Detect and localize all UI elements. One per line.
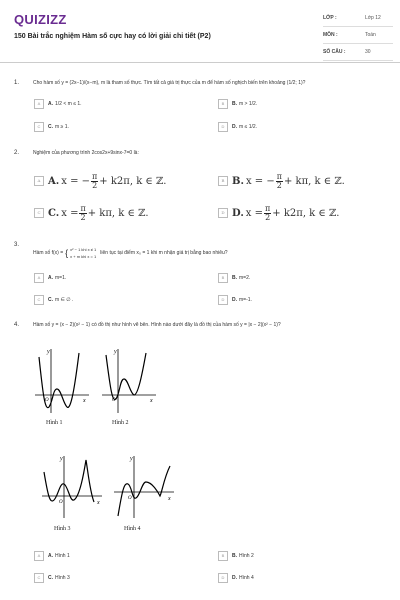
- option-a[interactable]: A A. m=1.: [34, 272, 66, 284]
- option-letter-box: B: [218, 99, 228, 109]
- quizizz-logo: QUIZIZZ: [14, 12, 67, 27]
- svg-text:O: O: [128, 496, 132, 501]
- option-d[interactable]: D D. m=-1.: [218, 294, 252, 306]
- question-number: 3.: [14, 242, 20, 248]
- svg-text:O: O: [45, 398, 49, 403]
- option-letter-box: A: [34, 551, 44, 561]
- svg-text:y: y: [47, 349, 50, 355]
- option-a[interactable]: A A. Hình 1: [34, 550, 70, 562]
- option-c[interactable]: C C. Hình 3: [34, 572, 70, 584]
- graph-hinh-3: [40, 452, 105, 522]
- curve: [106, 353, 146, 400]
- graph-caption: Hình 4: [124, 526, 141, 532]
- option-d[interactable]: D D. x = $\frac{\pi}{2}$ + k2π, k ∈ ℤ.: [218, 204, 339, 222]
- meta-row-count: SỐ CÂU : 30: [323, 44, 393, 61]
- graph-caption: Hình 2: [112, 420, 129, 426]
- option-c[interactable]: C C. x = $\frac{\pi}{2}$ + kπ, k ∈ ℤ.: [34, 204, 149, 222]
- option-letter-box: B: [218, 273, 228, 283]
- option-letter-box: C: [34, 122, 44, 132]
- worksheet-meta: [323, 10, 393, 61]
- option-letter-box: B: [218, 176, 228, 186]
- graph-hinh-1: [33, 345, 93, 415]
- svg-text:O: O: [112, 398, 116, 403]
- option-letter-box: C: [34, 208, 44, 218]
- option-b[interactable]: B B. x = − $\frac{\pi}{2}$ + kπ, k ∈ ℤ.: [218, 172, 345, 190]
- option-letter-box: A: [34, 273, 44, 283]
- meta-row-subject: MÔN : Toán: [323, 27, 393, 44]
- option-c[interactable]: C C. m ≥ 1.: [34, 121, 69, 133]
- curve: [118, 466, 170, 516]
- option-letter-box: A: [34, 176, 44, 186]
- question-text: Hàm số y = (x − 2)(x² − 1) có đồ thị như hình vẽ bên. Hình nào dưới đây là đồ thị của hàm số y = |x − 2|(x² − 1)?: [33, 322, 281, 328]
- svg-text:y: y: [60, 456, 63, 462]
- option-letter-box: C: [34, 573, 44, 583]
- option-d[interactable]: D D. m ≤ 1/2.: [218, 121, 257, 133]
- question-number: 4.: [14, 322, 20, 328]
- piecewise-brace: {: [65, 248, 69, 258]
- meta-row-class: LỚP : Lớp 12: [323, 10, 393, 27]
- option-d[interactable]: D D. Hình 4: [218, 572, 254, 584]
- fraction: $\frac{\pi}{2}$: [92, 171, 98, 190]
- option-b[interactable]: B B. Hình 2: [218, 550, 254, 562]
- svg-text:y: y: [130, 456, 133, 462]
- question-text: Nghiệm của phương trình 2cos2x+9sinx-7=0 là:: [33, 150, 139, 156]
- worksheet-header: [0, 0, 400, 63]
- option-b[interactable]: B B. m > 1/2.: [218, 98, 257, 110]
- svg-text:x: x: [97, 500, 100, 506]
- graph-caption: Hình 3: [54, 526, 71, 532]
- piecewise-cases: x² − 1 khi x ≠ 1 x + m khi x = 1: [70, 247, 97, 259]
- svg-text:O: O: [59, 500, 63, 505]
- svg-text:y: y: [114, 349, 117, 355]
- option-letter-box: D: [218, 295, 228, 305]
- option-a[interactable]: A A. 1/2 < m ≤ 1.: [34, 98, 82, 110]
- option-letter-box: C: [34, 295, 44, 305]
- question-number: 2.: [14, 150, 20, 156]
- graph-hinh-2: [100, 345, 160, 415]
- option-a[interactable]: A A. x = − $\frac{\pi}{2}$ + k2π, k ∈ ℤ.: [34, 172, 167, 190]
- option-letter-box: D: [218, 208, 228, 218]
- graph-caption: Hình 1: [46, 420, 63, 426]
- fraction: $\frac{\pi}{2}$: [80, 203, 86, 222]
- svg-text:x: x: [83, 398, 86, 404]
- svg-text:x: x: [168, 496, 171, 502]
- question-text: Cho hàm số y = (2x−1)/(x−m), m là tham số thực. Tìm tất cả giá trị thực của m để hàm số nghịch biến trên khoảng (1/2; 1)?: [33, 80, 306, 86]
- option-b[interactable]: B B. m=2.: [218, 272, 250, 284]
- worksheet-title: 150 Bài trắc nghiệm Hàm số cực hay có lời giải chi tiết (P2): [14, 33, 211, 40]
- fraction: $\frac{\pi}{2}$: [276, 171, 282, 190]
- option-letter-box: D: [218, 573, 228, 583]
- svg-text:x: x: [150, 398, 153, 404]
- fraction: $\frac{\pi}{2}$: [265, 203, 271, 222]
- question-number: 1.: [14, 80, 20, 86]
- option-letter-box: D: [218, 122, 228, 132]
- option-letter-box: B: [218, 551, 228, 561]
- option-c[interactable]: C C. m ∈ ∅ .: [34, 294, 73, 306]
- graph-hinh-4: [112, 452, 178, 522]
- question-text: Hàm số f(x) = { x² − 1 khi x ≠ 1 x + m khi x = 1 liên tục tại điểm x₀ = 1 khi m nhận giá trị bằng bao nhiêu?: [33, 247, 228, 259]
- option-letter-box: A: [34, 99, 44, 109]
